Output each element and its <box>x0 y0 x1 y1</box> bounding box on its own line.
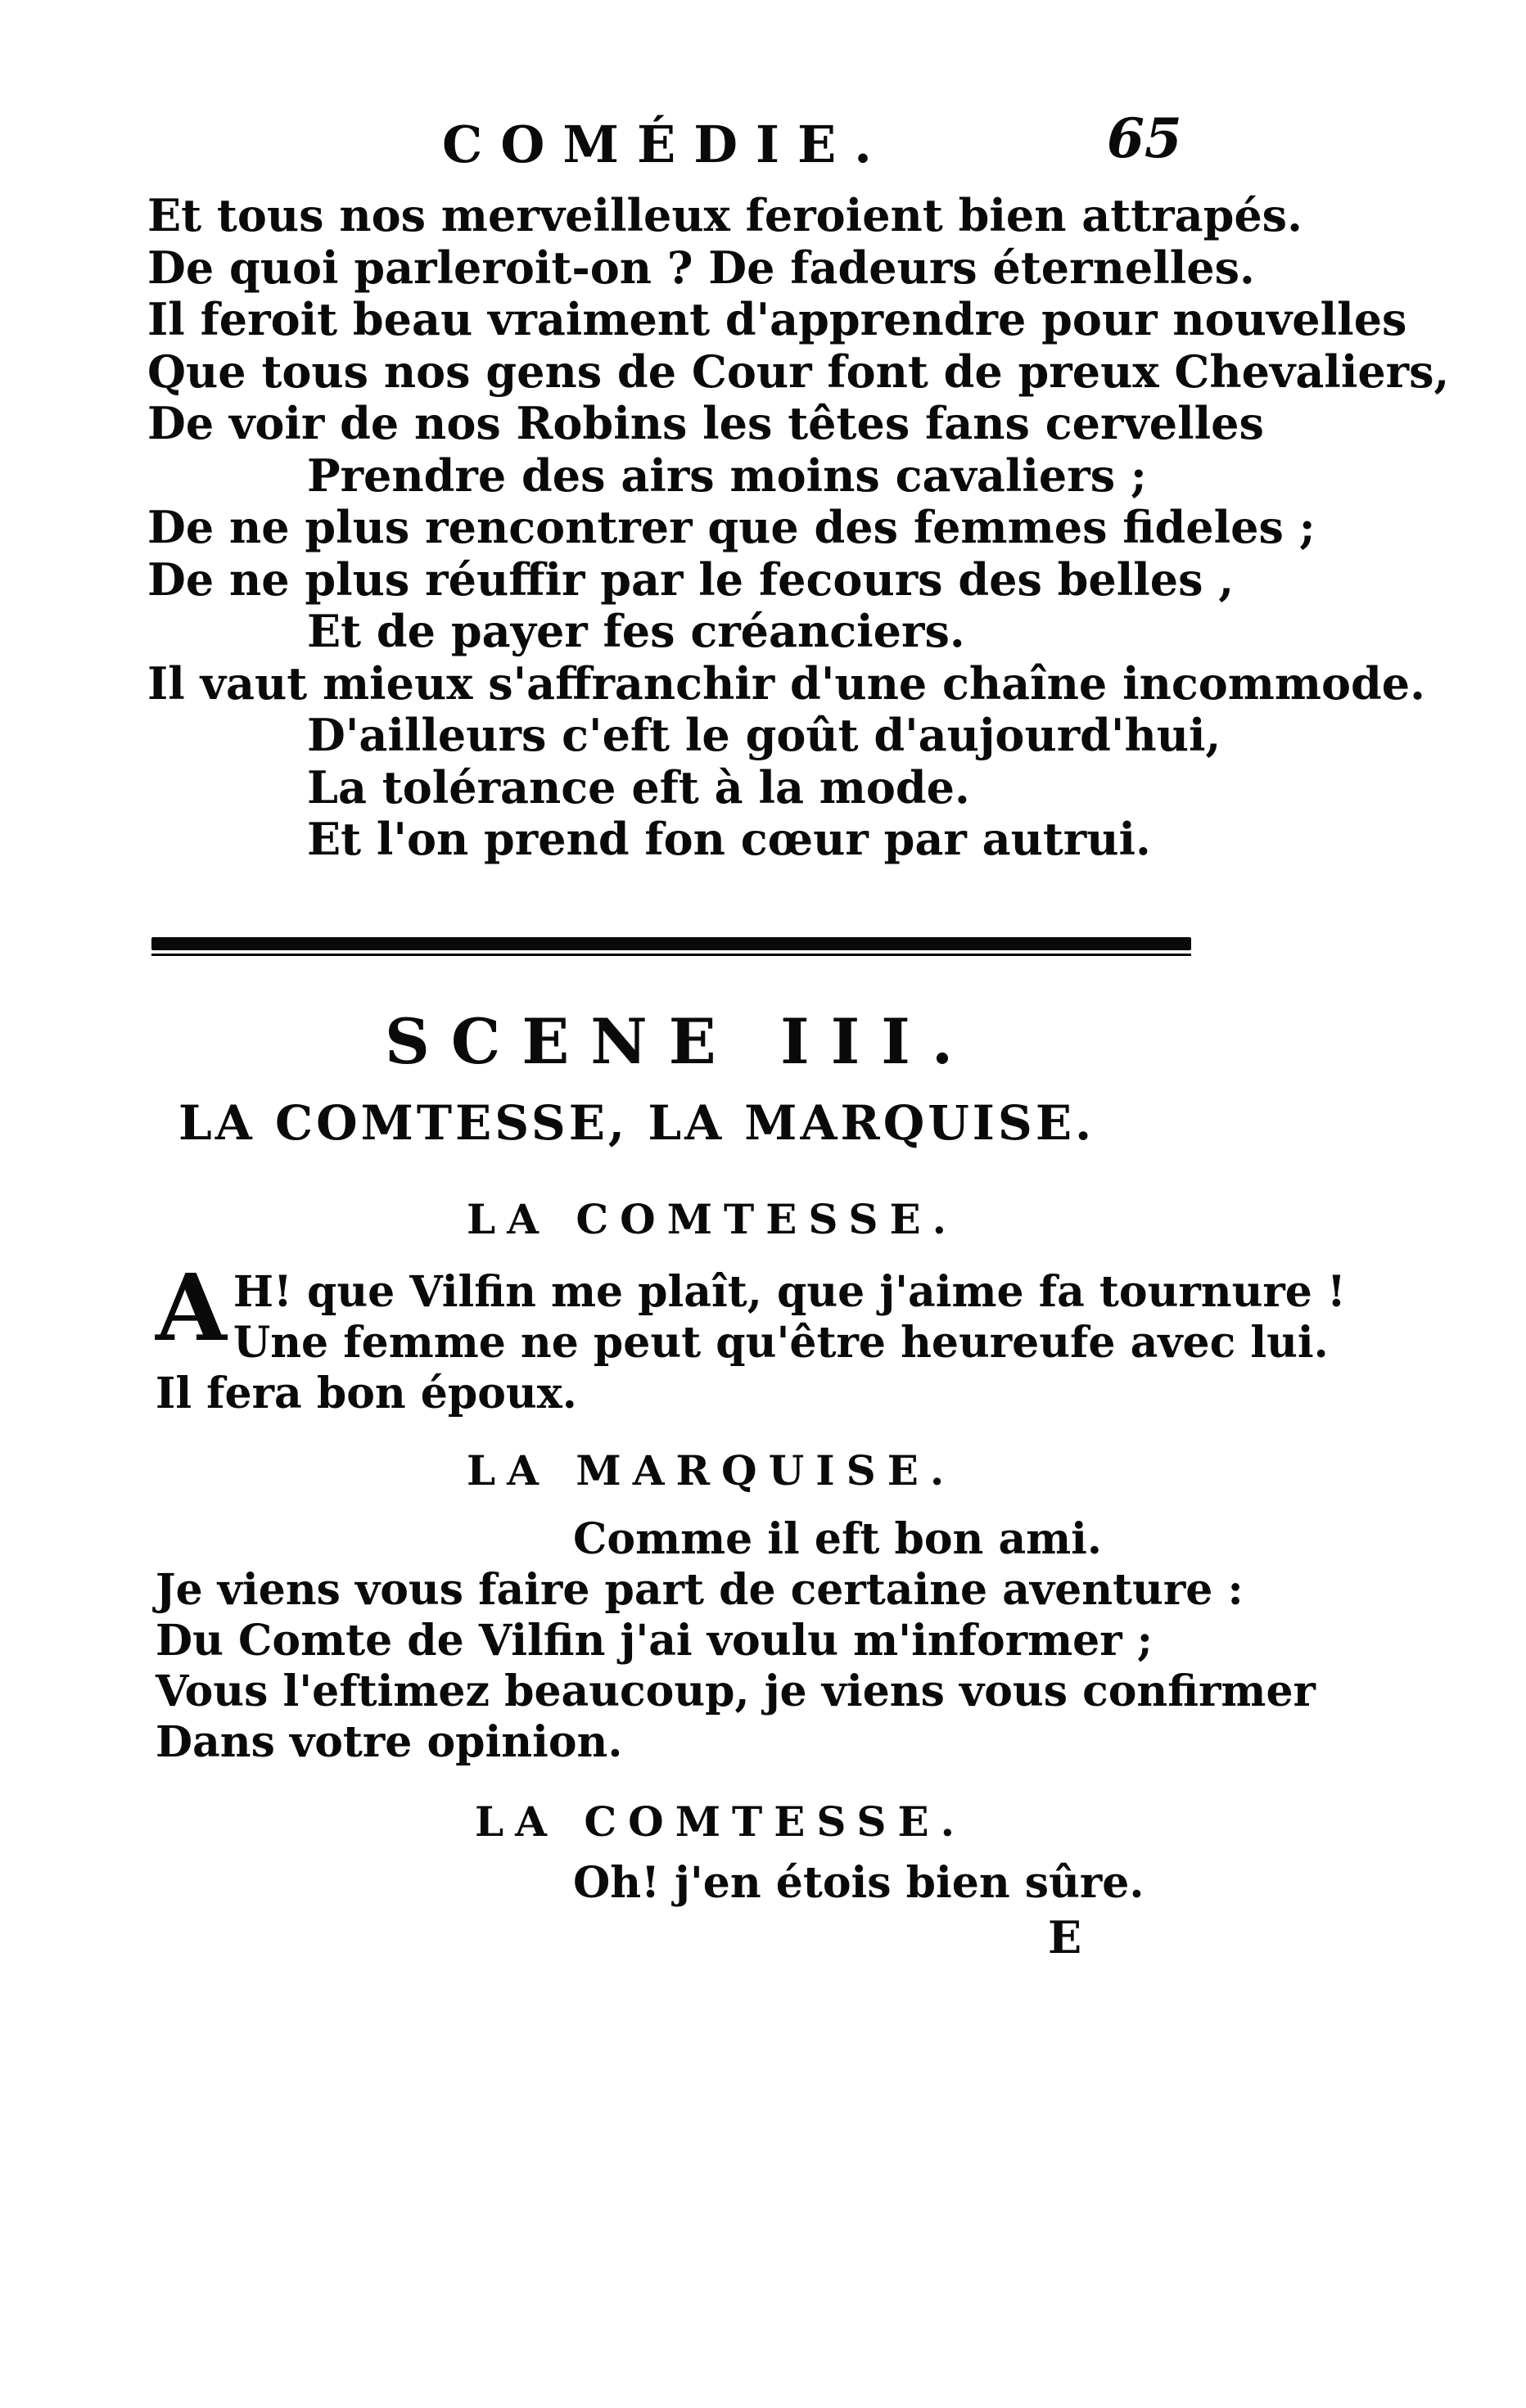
speech-line: Dans votre opinion. <box>156 1717 623 1767</box>
speech-line: Une femme ne peut qu'être heureufe avec lui. <box>233 1318 1329 1368</box>
signature-mark: E <box>1048 1911 1082 1964</box>
verse-line: Il vaut mieux s'affranchir d'une chaîne incommode. <box>147 656 1425 710</box>
speech-block <box>156 1858 1220 1909</box>
drop-cap: A <box>156 1255 227 1362</box>
verse-line: D'ailleurs c'eft le goût d'aujourd'hui, <box>307 709 1221 761</box>
verse-line: De ne plus réuffir par le fecours des belles , <box>147 552 1235 606</box>
verse-line: Et l'on prend fon cœur par autrui. <box>307 813 1151 865</box>
speech-line: Du Comte de Vilfin j'ai voulu m'informer ; <box>156 1616 1153 1666</box>
verse-line: Prendre des airs moins cavaliers ; <box>307 449 1147 502</box>
speech-block <box>156 1255 1346 1419</box>
speaker-name: LA MARQUISE. <box>467 1446 956 1495</box>
verse-line: De ne plus rencontrer que des femmes fideles ; <box>147 501 1316 553</box>
divider-thin-rule <box>151 954 1191 956</box>
verse-line: La tolérance eft à la mode. <box>307 760 970 814</box>
speech-line: Oh! j'en étois bien sûre. <box>573 1858 1144 1908</box>
speech-line: Vous l'eftimez beaucoup, je viens vous confirmer <box>156 1666 1316 1716</box>
speech-block <box>156 1514 1316 1768</box>
verse-line: Que tous nos gens de Cour font de preux Chevaliers, <box>147 345 1450 398</box>
verse-line: De quoi parleroit-on ? De fadeurs éternelles. <box>147 241 1255 294</box>
speech-line: Il fera bon époux. <box>156 1369 577 1418</box>
scene-title: SCENE III. <box>385 1005 975 1078</box>
verse-line: De voir de nos Robins les têtes fans cervelles <box>147 397 1264 449</box>
speech-line-text: H! que Vilfin me plaît, que j'aime fa tournure ! <box>233 1267 1346 1317</box>
divider-thick-rule <box>151 937 1191 950</box>
speaker-name: LA COMTESSE. <box>475 1797 967 1846</box>
page-number: 65 <box>1107 106 1182 170</box>
running-head: COMÉDIE. <box>442 115 890 174</box>
verse-line: Et de payer fes créanciers. <box>307 605 965 657</box>
verse-line: Il feroit beau vraiment d'apprendre pour nouvelles <box>147 293 1407 345</box>
verse-passage <box>147 189 1450 866</box>
speech-line: Je viens vous faire part de certaine aventure : <box>156 1565 1244 1615</box>
speaker-name: LA COMTESSE. <box>467 1195 959 1243</box>
verse-line: Et tous nos merveilleux feroient bien attrapés. <box>147 189 1303 241</box>
section-divider <box>151 937 1191 962</box>
speech-line: Comme il eft bon ami. <box>573 1514 1103 1564</box>
scene-characters: LA COMTESSE, LA MARQUISE. <box>178 1095 1095 1151</box>
